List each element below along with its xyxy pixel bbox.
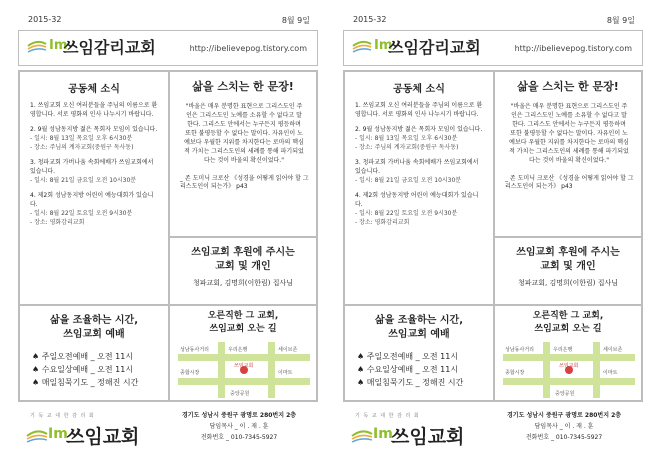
news-item-detail: - 일시: 8월 13일 목요일 오후 6시30분 (30, 135, 133, 142)
map-label: 이마트 (278, 370, 293, 376)
news-item-detail: - 일시: 8월 13일 목요일 오후 6시30분 (355, 135, 458, 142)
footer-denomination: 기 독 교 대 한 감 리 회 (355, 413, 420, 419)
news-section (344, 71, 494, 305)
quote-source: _ 존 도미닉 크로산 《성경을 어떻게 읽어야 할 그리스도인이 되는가》 p43 (505, 175, 634, 190)
news-item (355, 191, 485, 227)
news-item-detail: - 일시: 8월 21일 금요일 오전 10시30분 (30, 177, 137, 184)
news-item (355, 125, 485, 152)
map-label: 쓰임교회 (234, 363, 254, 369)
brand-name: 쓰임감리교회 (63, 38, 156, 57)
news-item-text: 4. 제2회 성남동지방 어린이 예능대회가 있습니다. (355, 192, 479, 208)
map-label: 중앙공원 (230, 391, 250, 397)
worship-item-text: 매일침묵기도 _ 정해진 시간 (41, 378, 139, 387)
supporters-title-line1: 쓰임교회 후원에 주시는 (516, 247, 620, 258)
news-item-detail: - 장소: 주님의 계자교회(중원구 독사동) (30, 144, 134, 151)
worship-title-line1: 삶을 조율하는 시간, (49, 315, 139, 326)
worship-item-text: 수요일상예배 _ 오전 11시 (366, 365, 459, 374)
map-section (169, 305, 317, 401)
supporters-names: 청파교회, 김명희(이한림) 집사님 (517, 279, 619, 287)
map-label: 세이브존 (278, 347, 298, 353)
news-item-detail: - 장소: 영화감리교회 (355, 219, 410, 226)
supporters-names: 청파교회, 김명희(이한림) 집사님 (192, 279, 294, 287)
news-item (355, 101, 485, 119)
news-item-text: 2. 9월 성남동지방 젊은 목회자 모임이 있습니다. (355, 126, 483, 133)
news-list (30, 101, 160, 227)
worship-title (345, 314, 493, 342)
issue-number: 2015-32 (353, 15, 387, 24)
news-list (355, 101, 485, 227)
supporters-title (170, 246, 316, 274)
footer-church-name: 쓰임교회 (391, 426, 465, 448)
news-title: 공동체 소식 (68, 84, 120, 95)
footer-address: 경기도 성남시 중원구 광명로 280번지 2층 (182, 412, 297, 419)
worship-item-text: 수요일상예배 _ 오전 11시 (41, 365, 134, 374)
footer-pastor: 담임목사 _ 이 . 재 . 훈 (534, 423, 594, 430)
map-title-line1: 오른직한 그 교회, (207, 311, 279, 321)
worship-item-text: 매일침묵기도 _ 정해진 시간 (366, 378, 464, 387)
news-item-text: 1. 쓰임교회 오신 여러분들을 주님의 이름으로 환영합니다. 서로 평화의 인사 나누시기 바랍니다. (30, 102, 158, 118)
map-title-line2: 쓰임교회 오는 길 (534, 324, 602, 334)
news-item-detail: - 장소: 주님의 계자교회(중원구 독사동) (355, 144, 459, 151)
footer-im: Im (373, 426, 393, 442)
quote-section (169, 71, 317, 237)
news-item (355, 158, 485, 185)
worship-item (32, 350, 168, 363)
supporters-title (495, 246, 641, 274)
content-grid (18, 70, 318, 402)
news-item (30, 191, 160, 227)
footer-logo (18, 412, 158, 452)
map-label: 이마트 (603, 370, 618, 376)
map-label: 우리은행 (228, 347, 248, 353)
map-title-line1: 오른직한 그 교회, (532, 311, 604, 321)
map-title (170, 310, 316, 336)
map-label: 중앙공원 (555, 391, 575, 397)
church-logo-icon (352, 37, 372, 55)
blog-url-link[interactable]: http://ibelievepog.tistory.com (189, 44, 307, 53)
brand-im: Im (49, 38, 68, 53)
map-section (494, 305, 642, 401)
spade-bullet-icon: ♠ (32, 365, 42, 374)
worship-list (32, 350, 168, 389)
brand-header (18, 30, 318, 66)
map-label: 세이브존 (603, 347, 623, 353)
supporters-section (169, 237, 317, 305)
directions-map (178, 342, 310, 398)
quote-title: 삶을 스치는 한 문장! (517, 80, 619, 93)
news-item-detail: - 일시: 8월 21일 금요일 오전 10시30분 (355, 177, 462, 184)
worship-section (344, 305, 494, 401)
footer-church-name: 쓰임교회 (66, 426, 140, 448)
brand-name: 쓰임감리교회 (388, 38, 481, 57)
news-item (30, 158, 160, 185)
news-title: 공동체 소식 (393, 84, 445, 95)
quote-section (494, 71, 642, 237)
map-label: 종합시장 (180, 370, 200, 376)
bulletin-page (4, 0, 324, 459)
worship-item (32, 376, 168, 389)
footer-logo (343, 412, 483, 452)
footer-im: Im (48, 426, 68, 442)
news-item-detail: - 일시: 8월 22일 토요일 오전 9시30분 (355, 210, 458, 217)
map-title (495, 310, 641, 336)
spade-bullet-icon: ♠ (357, 378, 367, 387)
issue-date: 8월 9일 (606, 16, 635, 25)
map-label: 성남동사거리 (180, 347, 209, 353)
worship-list (357, 350, 493, 389)
map-label: 우리은행 (553, 347, 573, 353)
spade-bullet-icon: ♠ (32, 352, 42, 361)
brand-im: Im (374, 38, 393, 53)
worship-title-line1: 삶을 조율하는 시간, (374, 315, 464, 326)
supporters-title-line1: 쓰임교회 후원에 주시는 (191, 247, 295, 258)
issue-date: 8월 9일 (281, 16, 310, 25)
news-item (30, 101, 160, 119)
directions-map (503, 342, 635, 398)
worship-title (20, 314, 168, 342)
quote-body: "바울은 매우 분명한 표현으로 그리스도인 주인은 그리스도인 노예를 소유할 수 없다고 말한다. 그리스도 안에서는 누구든지 평등하며 또한 불평등할 수 없다는 말이다. 자유인이 노예보다 우월한 지위를 차지한다는 로마의 핵심적 가치는 그리스도인의 세례를 통해 파기되었다는 것이 바울의 확신이었다." (509, 103, 629, 164)
supporters-title-line2: 교회 및 개인 (215, 261, 271, 272)
worship-item-text: 주일오전예배 _ 오전 11시 (41, 352, 134, 361)
footer-info (182, 410, 296, 443)
footer-phone: 전화번호 _ 010-7345-5927 (525, 434, 603, 441)
news-item-detail: - 일시: 8월 22일 토요일 오전 9시30분 (30, 210, 133, 217)
news-item-text: 3. 청파교회 가버나움 속회에배가 쓰임교회에서 있습니다. (30, 159, 154, 175)
quote-body: "바울은 매우 분명한 표현으로 그리스도인 주인은 그리스도인 노예를 소유할 수 없다고 말한다. 그리스도 안에서는 누구든지 평등하며 또한 불평등할 수 없다는 말이다. 자유인이 노예보다 우월한 지위를 차지한다는 로마의 핵심적 가치는 그리스도인의 세례를 통해 파기되었다는 것이 바울의 확신이었다." (184, 103, 304, 164)
news-item-text: 1. 쓰임교회 오신 여러분들을 주님의 이름으로 환영합니다. 서로 평화의 인사 나누시기 바랍니다. (355, 102, 483, 118)
footer-phone: 전화번호 _ 010-7345-5927 (200, 434, 278, 441)
map-label: 종합시장 (505, 370, 525, 376)
footer-info (507, 410, 621, 443)
news-item-text: 3. 청파교회 가버나움 속회에배가 쓰임교회에서 있습니다. (355, 159, 479, 175)
footer-address: 경기도 성남시 중원구 광명로 280번지 2층 (507, 412, 622, 419)
worship-item (357, 350, 493, 363)
issue-number: 2015-32 (28, 15, 62, 24)
spade-bullet-icon: ♠ (32, 378, 42, 387)
quote-title: 삶을 스치는 한 문장! (192, 80, 294, 93)
church-logo-icon (27, 37, 47, 55)
supporters-section (494, 237, 642, 305)
map-title-line2: 쓰임교회 오는 길 (209, 324, 277, 334)
spade-bullet-icon: ♠ (357, 352, 367, 361)
content-grid (343, 70, 643, 402)
map-label: 쓰임교회 (559, 363, 579, 369)
church-logo-icon (26, 426, 48, 446)
news-section (19, 71, 169, 305)
news-item-detail: - 장소: 영화감리교회 (30, 219, 85, 226)
church-logo-icon (351, 426, 373, 446)
worship-title-line2: 쓰임교회 예배 (63, 329, 125, 340)
worship-item (357, 363, 493, 376)
worship-title-line2: 쓰임교회 예배 (388, 329, 450, 340)
worship-item (32, 363, 168, 376)
brand-header (343, 30, 643, 66)
news-item-text: 2. 9월 성남동지방 젊은 목회자 모임이 있습니다. (30, 126, 158, 133)
map-label: 성남동사거리 (505, 347, 534, 353)
spade-bullet-icon: ♠ (357, 365, 367, 374)
worship-item-text: 주일오전예배 _ 오전 11시 (366, 352, 459, 361)
bulletin-page (329, 0, 649, 459)
news-item (30, 125, 160, 152)
supporters-title-line2: 교회 및 개인 (540, 261, 596, 272)
footer-pastor: 담임목사 _ 이 . 재 . 훈 (209, 423, 269, 430)
quote-source: _ 존 도미닉 크로산 《성경을 어떻게 읽어야 할 그리스도인이 되는가》 p43 (180, 175, 309, 190)
news-item-text: 4. 제2회 성남동지방 어린이 예능대회가 있습니다. (30, 192, 154, 208)
blog-url-link[interactable]: http://ibelievepog.tistory.com (514, 44, 632, 53)
worship-item (357, 376, 493, 389)
footer-denomination: 기 독 교 대 한 감 리 회 (30, 413, 95, 419)
worship-section (19, 305, 169, 401)
